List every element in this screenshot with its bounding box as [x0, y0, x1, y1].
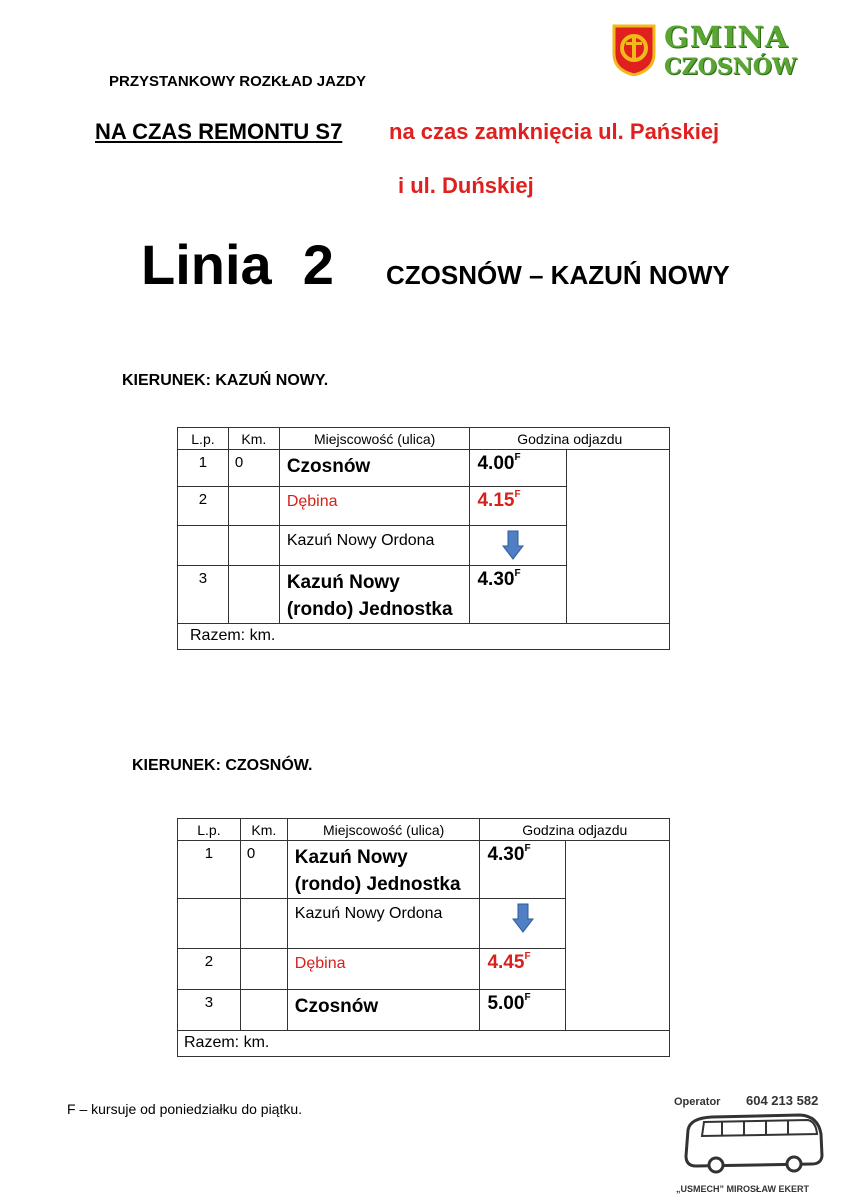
time-suffix: F: [514, 567, 521, 579]
time-cell: [480, 990, 566, 1031]
time-value: 4.30: [477, 569, 515, 590]
direction-label-2: KIERUNEK: CZOSNÓW.: [132, 757, 313, 774]
col-header-lp: L.p.: [178, 819, 241, 841]
gmina-logo: [612, 22, 807, 82]
place-cell: Kazuń Nowy (rondo) Jednostka: [279, 566, 470, 624]
time-suffix: F: [524, 950, 531, 962]
timetable-2: [177, 818, 670, 1057]
km-cell: [228, 566, 279, 624]
operator-company: „USMECH”: [676, 1184, 725, 1194]
km-cell: 0: [228, 450, 279, 487]
timetable-1: [177, 427, 670, 650]
col-header-place: Miejscowość (ulica): [287, 819, 480, 841]
closure-heading-line1: na czas zamknięcia ul. Pańskiej: [389, 119, 720, 144]
km-cell: [240, 899, 287, 949]
lp-cell: 1: [178, 450, 229, 487]
schedule-type-title: PRZYSTANKOWY ROZKŁAD JAZDY: [109, 73, 366, 90]
km-cell: [228, 487, 279, 526]
time-cell: [480, 949, 566, 990]
bus-icon: [682, 1112, 824, 1174]
spacer-cell: [566, 841, 670, 1031]
total-label: Razem: km.: [178, 1031, 670, 1057]
place-cell: Kazuń Nowy (rondo) Jednostka: [287, 841, 480, 899]
time-cell: [470, 526, 567, 566]
col-header-time: Godzina odjazdu: [480, 819, 670, 841]
time-value: 5.00: [487, 993, 525, 1014]
time-cell: [480, 899, 566, 949]
operator-label: Operator: [674, 1096, 721, 1108]
logo-word-czosnow: CZOSNÓW: [664, 54, 797, 80]
lp-cell: [178, 526, 229, 566]
line-number-title: Linia 2: [141, 233, 334, 296]
total-label: Razem: km.: [178, 624, 670, 650]
place-cell: Czosnów: [279, 450, 470, 487]
time-value: 4.00: [477, 453, 515, 474]
arrow-down-icon: [502, 530, 524, 560]
lp-cell: 3: [178, 566, 229, 624]
logo-word-gmina: GMINA: [664, 20, 789, 54]
place-cell: Kazuń Nowy Ordona: [279, 526, 470, 566]
time-suffix: F: [524, 991, 531, 1003]
time-value: 4.45: [487, 952, 525, 973]
time-cell: [470, 487, 567, 526]
operator-name: [676, 1184, 809, 1194]
time-cell: [480, 841, 566, 899]
total-row: [178, 1031, 670, 1057]
operator-phone: 604 213 582: [746, 1093, 819, 1108]
time-cell: [470, 566, 567, 624]
col-header-time: Godzina odjazdu: [470, 428, 670, 450]
col-header-place: Miejscowość (ulica): [279, 428, 470, 450]
time-suffix: F: [514, 488, 521, 500]
time-value: 4.15: [477, 490, 515, 511]
time-value: 4.30: [487, 844, 525, 865]
route-title: CZOSNÓW – KAZUŃ NOWY: [386, 260, 730, 290]
place-cell: Dębina: [287, 949, 480, 990]
crest-icon: [612, 24, 656, 76]
place-cell: Kazuń Nowy Ordona: [287, 899, 480, 949]
time-suffix: F: [524, 842, 531, 854]
lp-cell: 1: [178, 841, 241, 899]
col-header-km: Km.: [228, 428, 279, 450]
s7-repair-heading: NA CZAS REMONTU S7: [95, 119, 343, 144]
table-header-row: [178, 428, 670, 450]
lp-cell: [178, 899, 241, 949]
km-cell: [240, 949, 287, 990]
col-header-lp: L.p.: [178, 428, 229, 450]
table-header-row: [178, 819, 670, 841]
total-row: [178, 624, 670, 650]
place-cell: Czosnów: [287, 990, 480, 1031]
col-header-km: Km.: [240, 819, 287, 841]
table-row: [178, 450, 670, 487]
lp-cell: 3: [178, 990, 241, 1031]
direction-label-1: KIERUNEK: KAZUŃ NOWY.: [122, 372, 329, 389]
km-cell: [240, 990, 287, 1031]
place-cell: Dębina: [279, 487, 470, 526]
time-suffix: F: [514, 451, 521, 463]
lp-cell: 2: [178, 487, 229, 526]
table-row: [178, 841, 670, 899]
spacer-cell: [567, 450, 670, 624]
operator-block: [668, 1090, 828, 1200]
operator-owner: MIROSŁAW EKERT: [724, 1184, 810, 1194]
km-cell: 0: [240, 841, 287, 899]
lp-cell: 2: [178, 949, 241, 990]
km-cell: [228, 526, 279, 566]
time-cell: [470, 450, 567, 487]
footnote: F – kursuje od poniedziałku do piątku.: [67, 1101, 303, 1117]
arrow-down-icon: [512, 903, 534, 933]
closure-heading-line2: i ul. Duńskiej: [398, 173, 534, 198]
